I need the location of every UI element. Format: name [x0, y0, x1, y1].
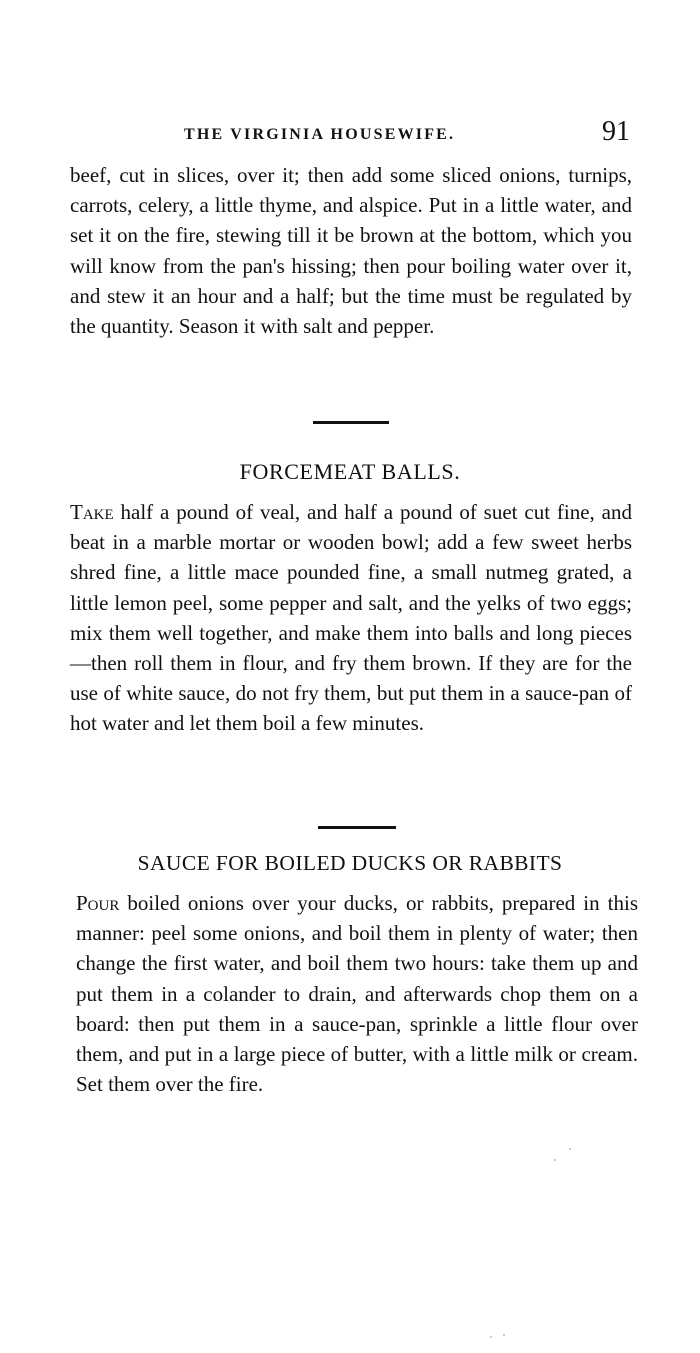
continuation-paragraph: beef, cut in slices, over it; then add some sliced onions, turnips, carrots, celery, a little thyme, and alspice. Put in a little water, and set it on the fire, stewing till it be brown at the bottom, which you will know from the pan's hissing; then pour boiling water over it, and stew it an hour and a half; but the time must be regulated by the quantity. Season it with salt and pepper.	[70, 163, 632, 339]
section-divider	[318, 826, 396, 829]
recipe-title-sauce-for-boiled-ducks: SAUCE FOR BOILED DUCKS OR RABBITS	[137, 851, 563, 875]
recipe-body-sauce-for-boiled-ducks	[76, 888, 638, 1099]
paper-speck	[569, 1148, 571, 1150]
paper-speck	[490, 1336, 492, 1338]
recipe-first-word: Take	[70, 500, 114, 524]
paper-speck	[554, 1159, 556, 1161]
recipe-first-word: Pour	[76, 891, 120, 915]
recipe-body-forcemeat-balls	[70, 497, 632, 739]
section-divider	[313, 421, 389, 424]
running-head	[70, 116, 630, 162]
running-title: THE VIRGINIA HOUSEWIFE.	[184, 126, 456, 143]
recipe-title-forcemeat-balls: FORCEMEAT BALLS.	[239, 459, 461, 484]
recipe-text: half a pound of veal, and half a pound of suet cut fine, and beat in a marble mortar or wooden bowl; add a few sweet herbs shred fine, a little mace pounded fine, a small nutmeg grated, a little lemon peel, some pepper and salt, and the yelks of two eggs; mix them well together, and make them into balls and long pieces—then roll them in flour, and fry them brown. If they are for the use of white sauce, do not fry them, but put them in a sauce-pan of hot water and let them boil a few minutes.	[70, 500, 632, 736]
paper-speck	[503, 1334, 505, 1336]
recipe-text: boiled onions over your ducks, or rabbits, prepared in this manner: peel some onions, and boil them in plenty of water; then change the first water, and boil them two hours: take them up and put them in a colander to drain, and afterwards chop them on a board: then put them in a sauce-pan, sprinkle a little flour over them, and put in a large piece of butter, with a little milk or cream. Set them over the fire.	[76, 891, 638, 1097]
page-number: 91	[602, 116, 630, 147]
